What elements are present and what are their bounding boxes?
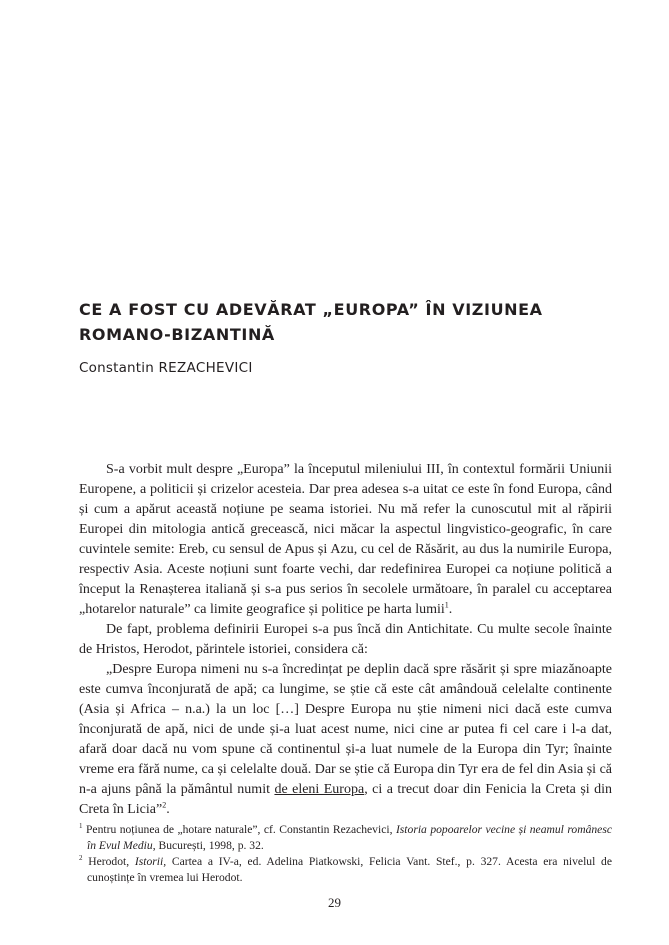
footnote-2-title: Istorii, (134, 855, 167, 868)
footnote-ref-1[interactable]: 1 (444, 600, 449, 610)
footnote-2 (79, 854, 612, 886)
footnote-1-text-a: Pentru noțiunea de „hotare naturale”, cf. Constantin Rezachevici, (85, 823, 396, 836)
underlined-phrase: de eleni Europa (274, 782, 365, 797)
article-author (79, 358, 253, 378)
title-line-1: CE A FOST CU ADEVĂRAT „EUROPA” ÎN VIZIUNEA (79, 300, 543, 319)
article-title (79, 297, 609, 347)
paragraph-3-tail: , ci a trecut doar din Fenicia la Creta și din Creta în Licia” (79, 782, 612, 817)
footnote-ref-2[interactable]: 2 (162, 800, 167, 810)
footnote-1-title: Istoria popoarelor vecine și neamul românesc în Evul Mediu (87, 823, 612, 852)
page-number: 29 (328, 895, 341, 910)
author-first-name: Constantin (79, 360, 154, 376)
footnote-1 (79, 822, 612, 854)
title-line-2: ROMANO-BIZANTINĂ (79, 325, 275, 344)
footnote-1-text-b: , București, 1998, p. 32. (152, 839, 264, 852)
paragraph-3-end: . (166, 802, 170, 817)
paragraph-2: De fapt, problema definirii Europei s-a pus încă din Antichitate. Cu multe secole înainte de Hristos, Herodot, părintele istoriei, considera că: (79, 622, 612, 657)
footnotes (79, 822, 612, 886)
paragraph-1 (79, 460, 612, 620)
author-last-name: REZACHEVICI (158, 360, 253, 376)
footnote-1-marker: 1 (79, 822, 83, 831)
paragraph-1-text: S-a vorbit mult despre „Europa” la începutul mileniului III, în contextul formării Uniunii Europene, a politicii și crizelor acesteia. Dar prea adesea s-a uitat ce este în fond Europa, când și cum a apărut această noțiune pe seama istoriei. Nu mă refer la cunoscutul mit al răpirii Europei din mitologia antică grecească, nici măcar la aspectul lingvistico-geografic, în care cuvintele semite: Ereb, cu sensul de Apus și Azu, cu cel de Răsărit, au dus la numirile Europa, respectiv Asia. Aceste noțiuni sunt foarte vechi, dar redefinirea Europei ca noțiune politică a început la Renașterea italiană și s-a pus serios în secolele următoare, în paralel cu acceptarea „hotarelor naturale” ca limite geografice și politice pe harta lumii (79, 462, 612, 617)
footnote-2-marker: 2 (79, 854, 83, 863)
paragraph-3-text: „Despre Europa nimeni nu s-a încredințat pe deplin dacă spre răsărit și spre miazănoapte este cumva înconjurată de apă; ca lungime, se știe că este cât amândouă celelalte continente (Asia și Africa – n.a.) la un loc […] Despre Europa nu știe nimeni nici dacă este cumva înconjurată de apă, nici de unde și-a luat acest nume, nici cine ar putea fi cel care i l-a dat, afară doar dacă nu vom spune că continentul și-a luat numele de la Europa din Tyr; înainte vreme era fără nume, ca și celelalte două. Dar se știe că Europa din Tyr era de fel din Asia și că n-a ajuns până la pământul numit (79, 662, 612, 797)
paragraph-1-end: . (448, 602, 453, 617)
footnote-2-text-b: Cartea a IV-a, ed. Adelina Piatkowski, Felicia Vant. Stef., p. 327. Acesta era nivelul de cunoștințe în vremea lui Herodot. (87, 855, 612, 884)
footnote-2-text-a: Herodot, (88, 855, 135, 868)
article-body (79, 460, 612, 820)
paragraph-3-quote (79, 660, 612, 820)
